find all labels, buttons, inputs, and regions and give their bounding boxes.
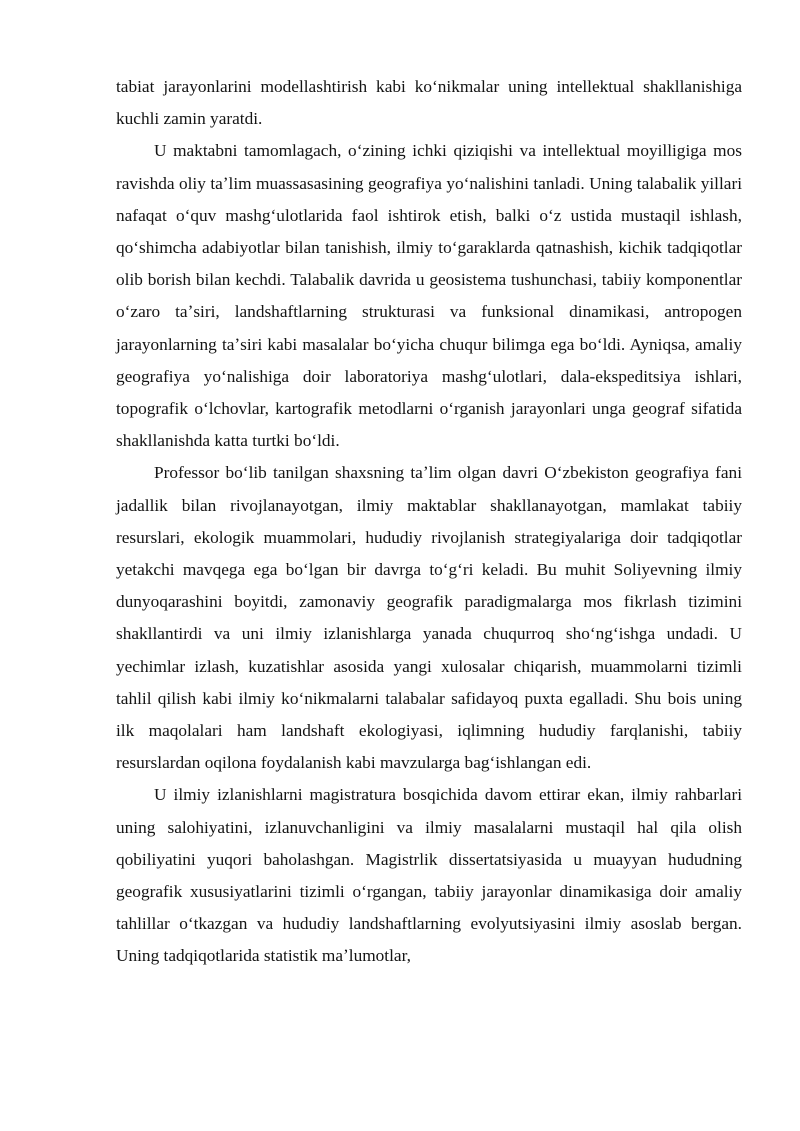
document-page xyxy=(116,71,742,973)
paragraph-1: tabiat jarayonlarini modellashtirish kabi koʻnikmalar uning intellektual shakllanishiga kuchli zamin yaratdi. xyxy=(116,77,742,129)
paragraph-2: U maktabni tamomlagach, oʻzining ichki qiziqishi va intellektual moyilligiga mos ravishda oliy taʼlim muassasasining geografiya yoʻnalishini tanladi. Uning talabalik yillari nafaqat oʻquv mashgʻulotlarida faol ishtirok etish, balki oʻz ustida mustaqil ishlash, qoʻshimcha adabiyotlar bilan tanishish, ilmiy toʻgaraklarda qatnashish, kichik tadqiqotlar olib borish bilan kechdi. Talabalik davrida u geosistema tushunchasi, tabiiy komponentlar oʻzaro taʼsiri, landshaftlarning strukturasi va funksional dinamikasi, antropogen jarayonlarning taʼsiri kabi masalalar boʻyicha chuqur bilimga ega boʻldi. Ayniqsa, amaliy geografiya yoʻnalishiga doir laboratoriya mashgʻulotlari, dala-ekspeditsiya ishlari, topografik oʻlchovlar, kartografik metodlarni oʻrganish jarayonlari unga geograf sifatida shakllanishda katta turtki boʻldi. xyxy=(116,141,742,451)
paragraph-3: Professor boʻlib tanilgan shaxsning taʼlim olgan davri Oʻzbekiston geografiya fani jadallik bilan rivojlanayotgan, ilmiy maktablar shakllanayotgan, mamlakat tabiiy resurslari, ekologik muammolari, hududiy rivojlanish strategiyalariga doir tadqiqotlar yetakchi mavqega ega boʻlgan bir davrga toʻgʻri keladi. Bu muhit Soliyevning ilmiy dunyoqarashini boyitdi, zamonaviy geografik paradigmalarga mos fikrlash tizimini shakllantirdi va uni ilmiy izlanishlarga yanada chuqurroq shoʻngʻishga undadi. U yechimlar izlash, kuzatishlar asosida yangi xulosalar chiqarish, muammolarni tizimli tahlil qilish kabi ilmiy koʻnikmalarni talabalar safidayoq puxta egalladi. Shu bois uning ilk maqolalari ham landshaft ekologiyasi, iqlimning hududiy farqlanishi, tabiiy resurslardan oqilona foydalanish kabi mavzularga bagʻishlangan edi. xyxy=(116,463,742,773)
paragraph-4: U ilmiy izlanishlarni magistratura bosqichida davom ettirar ekan, ilmiy rahbarlari uning salohiyatini, izlanuvchanligini va ilmiy masalalarni mustaqil hal qila olish qobiliyatini yuqori baholashgan. Magistrlik dissertatsiyasida u muayyan hududning geografik xususiyatlarini tizimli oʻrgangan, tabiiy jarayonlar dinamikasiga doir amaliy tahlillar oʻtkazgan va hududiy landshaftlarning evolyutsiyasini ilmiy asoslab bergan. Uning tadqiqotlarida statistik maʼlumotlar, xyxy=(116,785,742,966)
